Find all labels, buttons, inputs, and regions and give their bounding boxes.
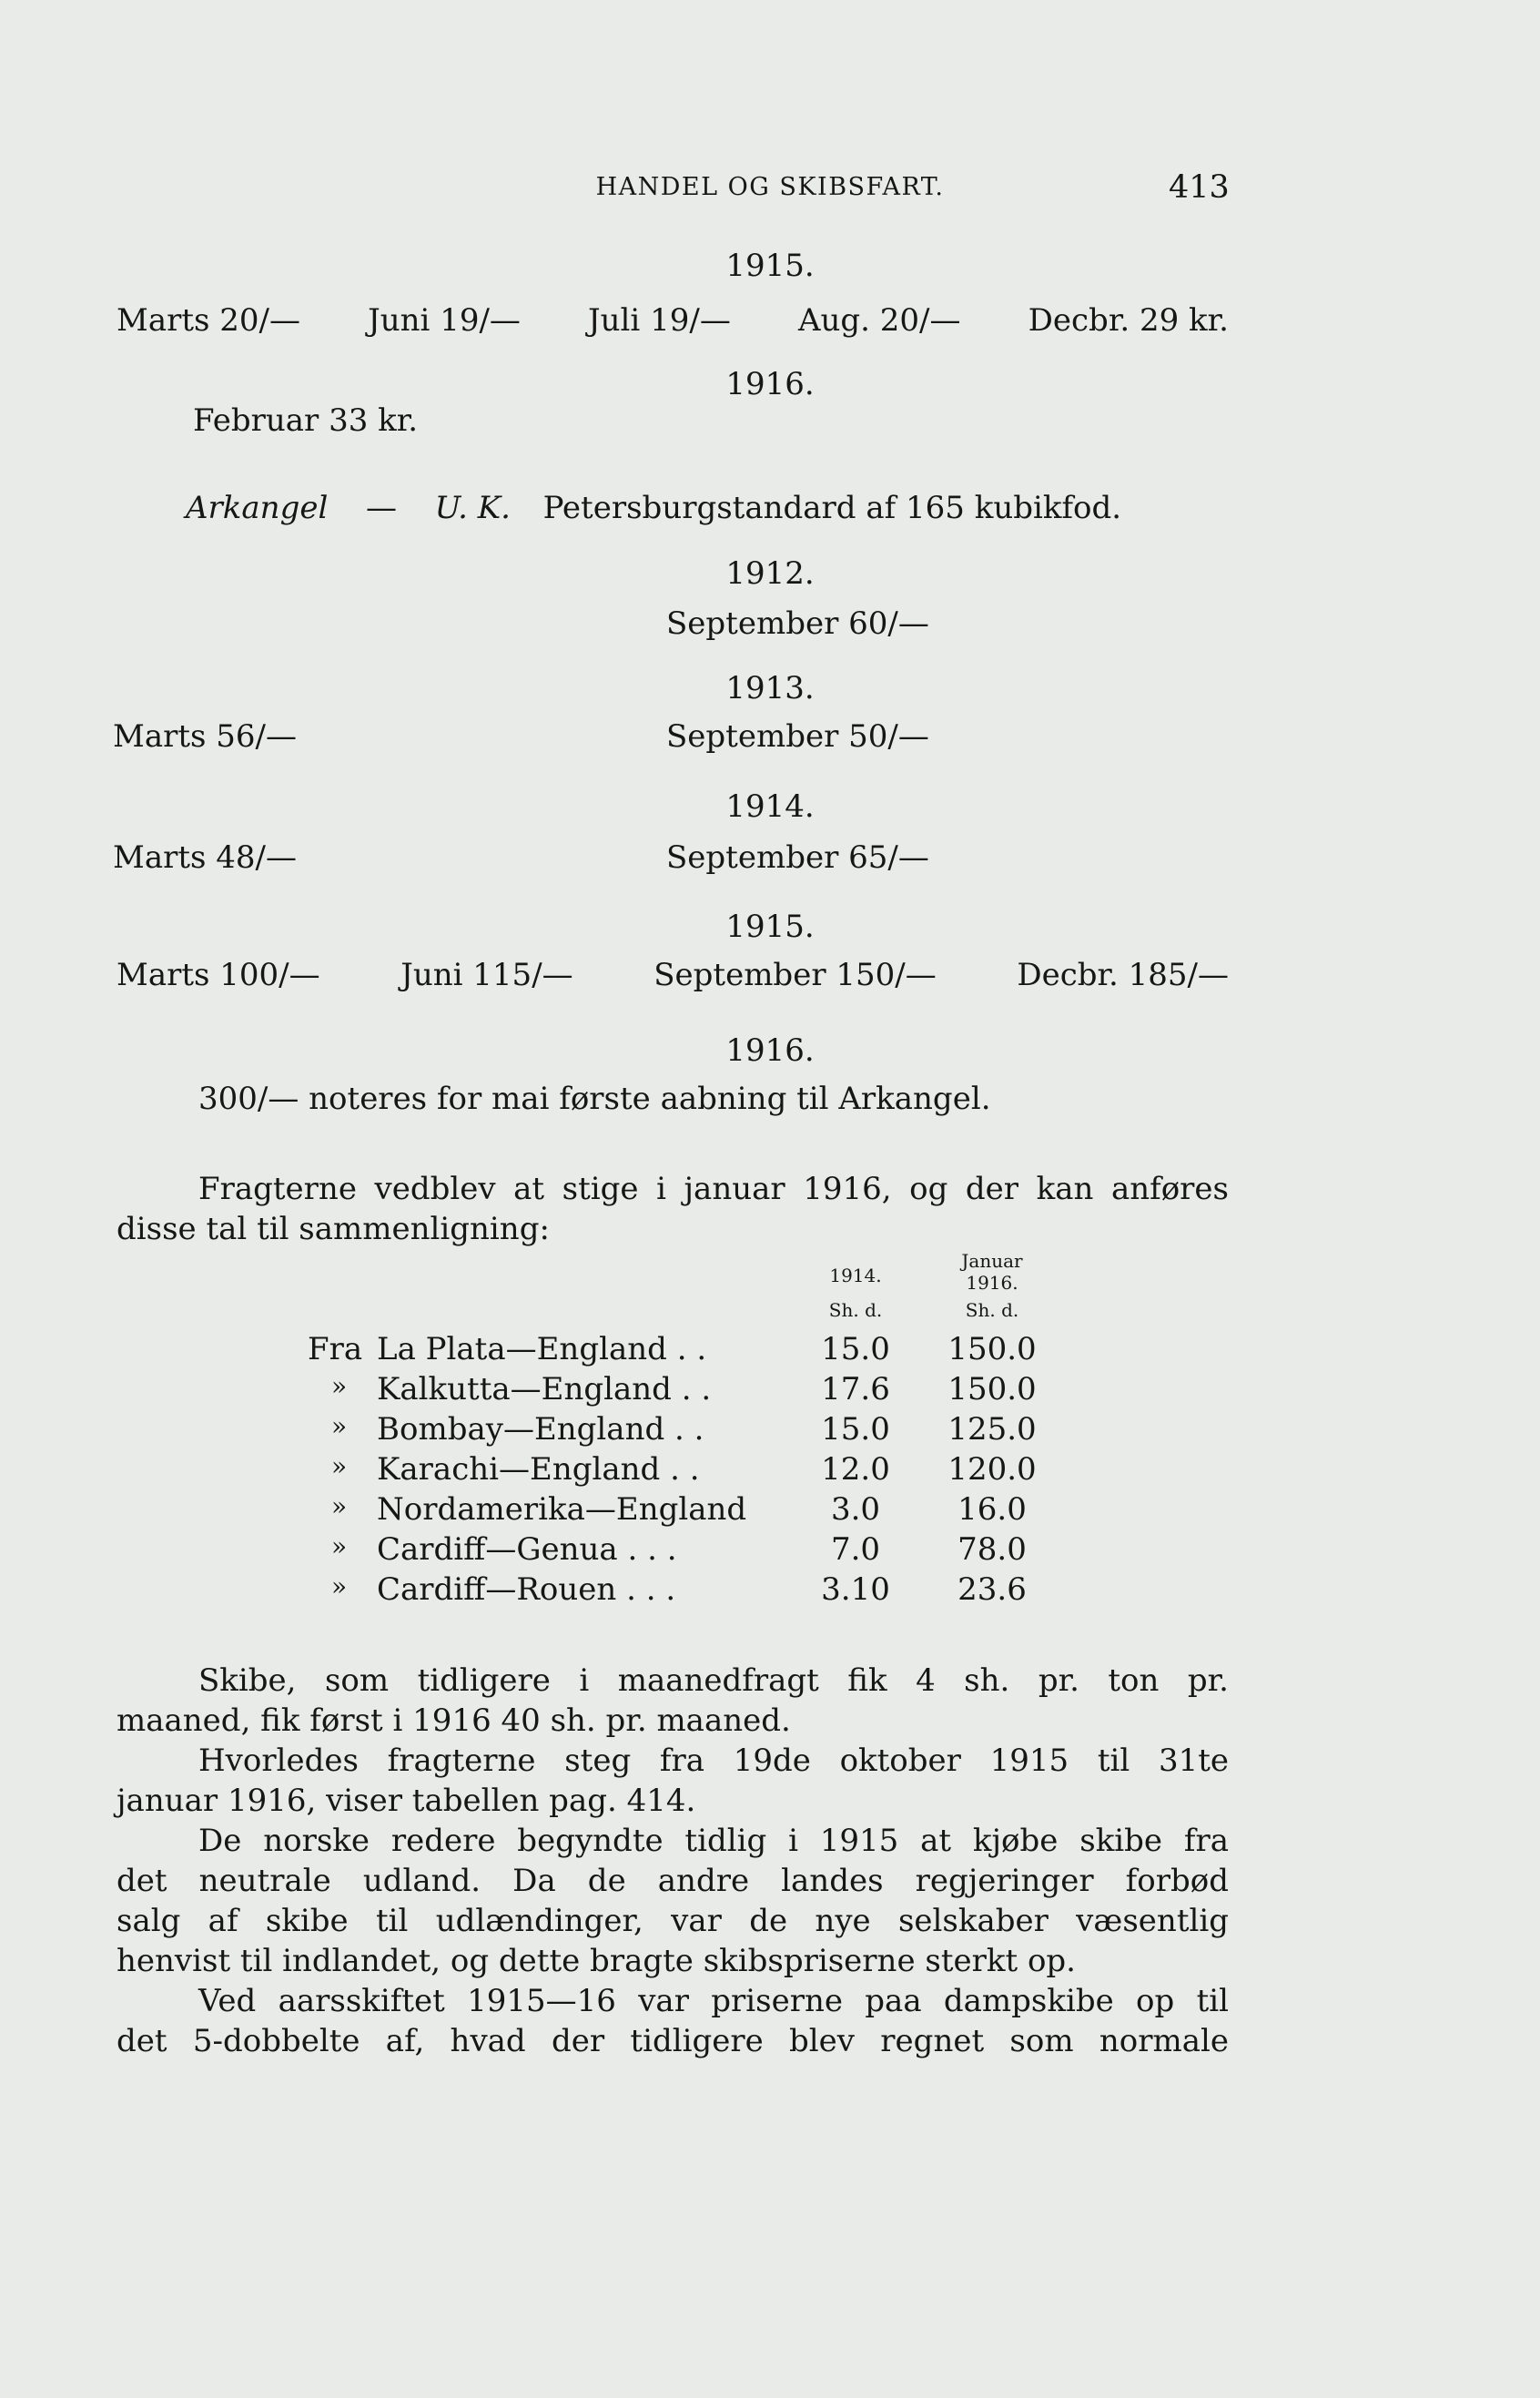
paragraph [117, 1981, 1229, 2061]
price-cell: Marts 20/— [117, 302, 300, 339]
value-1916: 150.0 [947, 1371, 1037, 1407]
route-name: Bombay—England . . [377, 1411, 704, 1448]
ditto-mark: » [331, 1491, 348, 1521]
price-cell: Marts 56/— [113, 718, 297, 755]
value-1914: 12.0 [821, 1451, 890, 1488]
text-line: Skibe, som tidligere i maanedfragt fik 4 sh. pr. ton pr. [198, 1662, 1229, 1699]
text-line: Fragterne vedblev at stige i januar 1916, og der kan anføres [198, 1171, 1229, 1207]
price-cell: September 65/— [666, 839, 929, 876]
year-heading: 1913. [725, 670, 815, 706]
note-line: 300/— noteres for mai første aabning til Arkangel. [198, 1081, 991, 1117]
route-prefix: Fra [308, 1331, 363, 1367]
value-1916: 78.0 [957, 1531, 1027, 1568]
route-name: La Plata—England . . [377, 1331, 707, 1367]
column-header-1916-month: Januar [961, 1250, 1023, 1272]
price-cell: Marts 100/— [117, 957, 320, 993]
text-line: januar 1916, viser tabellen pag. 414. [117, 1783, 696, 1819]
route-name: Nordamerika—England [377, 1491, 747, 1528]
value-1916: 16.0 [957, 1491, 1027, 1528]
price-cell: Februar 33 kr. [193, 402, 419, 439]
text-line: De norske redere begyndte tidlig i 1915 at kjøbe skibe fra [198, 1823, 1229, 1859]
price-row-1915 [117, 302, 1229, 339]
paragraph [117, 1821, 1229, 1981]
text-line: salg af skibe til udlændinger, var de nye selskaber væsentlig [117, 1903, 1229, 1939]
value-1916: 23.6 [957, 1571, 1027, 1608]
dash: — [365, 490, 397, 526]
route-name: Karachi—England . . [377, 1451, 700, 1488]
value-1916: 150.0 [947, 1331, 1037, 1367]
text-line: maaned, fik først i 1916 40 sh. pr. maaned. [117, 1702, 791, 1739]
text-line: disse tal til sammenligning: [117, 1211, 550, 1247]
value-1914: 3.0 [830, 1491, 881, 1528]
value-1914: 3.10 [821, 1571, 890, 1608]
paragraph [117, 1661, 1229, 1741]
value-1914: 17.6 [821, 1371, 890, 1407]
price-cell: Aug. 20/— [797, 302, 961, 339]
text-line: det 5-dobbelte af, hvad der tidligere blev regnet som normale [117, 2023, 1229, 2059]
paragraph [117, 1741, 1229, 1821]
unit-label: Sh. d. [828, 1299, 883, 1321]
price-cell: Juli 19/— [588, 302, 731, 339]
text-line: det neutrale udland. Da de andre landes regjeringer forbød [117, 1863, 1229, 1899]
price-cell: September 60/— [666, 605, 929, 642]
standard-text: Petersburgstandard af 165 kubikfod. [542, 490, 1122, 526]
value-1914: 15.0 [821, 1411, 890, 1448]
column-header-1914: 1914. [829, 1265, 882, 1286]
price-cell: Decbr. 29 kr. [1028, 302, 1229, 339]
ditto-mark: » [331, 1451, 348, 1481]
abbreviation: U. K. [434, 490, 511, 526]
ditto-mark: » [331, 1571, 348, 1601]
value-1916: 125.0 [947, 1411, 1037, 1448]
port-name: Arkangel [186, 490, 329, 526]
year-heading: 1915. [725, 248, 815, 284]
year-heading: 1912. [725, 555, 815, 592]
port-line [186, 490, 1121, 526]
price-cell: Juni 115/— [400, 957, 573, 993]
route-name: Cardiff—Genua . . . [377, 1531, 677, 1568]
column-header-1916-year: 1916. [966, 1272, 1018, 1294]
year-heading: 1914. [725, 788, 815, 825]
text-line: henvist til indlandet, og dette bragte skibspriserne sterkt op. [117, 1943, 1076, 1979]
unit-label: Sh. d. [965, 1299, 1019, 1321]
route-name: Kalkutta—England . . [377, 1371, 712, 1407]
value-1916: 120.0 [947, 1451, 1037, 1488]
price-cell: September 50/— [666, 718, 929, 755]
text-line: Ved aarsskiftet 1915—16 var priserne paa dampskibe op til [198, 1983, 1229, 2019]
year-heading: 1916. [725, 1032, 815, 1069]
value-1914: 7.0 [830, 1531, 881, 1568]
price-row-1915-b [117, 957, 1229, 993]
year-heading: 1916. [725, 366, 815, 402]
ditto-mark: » [331, 1411, 348, 1441]
route-name: Cardiff—Rouen . . . [377, 1571, 676, 1608]
price-cell: Juni 19/— [368, 302, 521, 339]
page-number: 413 [1169, 169, 1230, 206]
running-header: HANDEL OG SKIBSFART. [595, 173, 945, 201]
price-cell: Decbr. 185/— [1017, 957, 1229, 993]
price-cell: September 150/— [653, 957, 937, 993]
text-line: Hvorledes fragterne steg fra 19de oktober 1915 til 31te [198, 1743, 1229, 1779]
year-heading: 1915. [725, 909, 815, 945]
price-cell: Marts 48/— [113, 839, 297, 876]
value-1914: 15.0 [821, 1331, 890, 1367]
paragraph [117, 1169, 1229, 1249]
ditto-mark: » [331, 1371, 348, 1401]
ditto-mark: » [331, 1531, 348, 1561]
